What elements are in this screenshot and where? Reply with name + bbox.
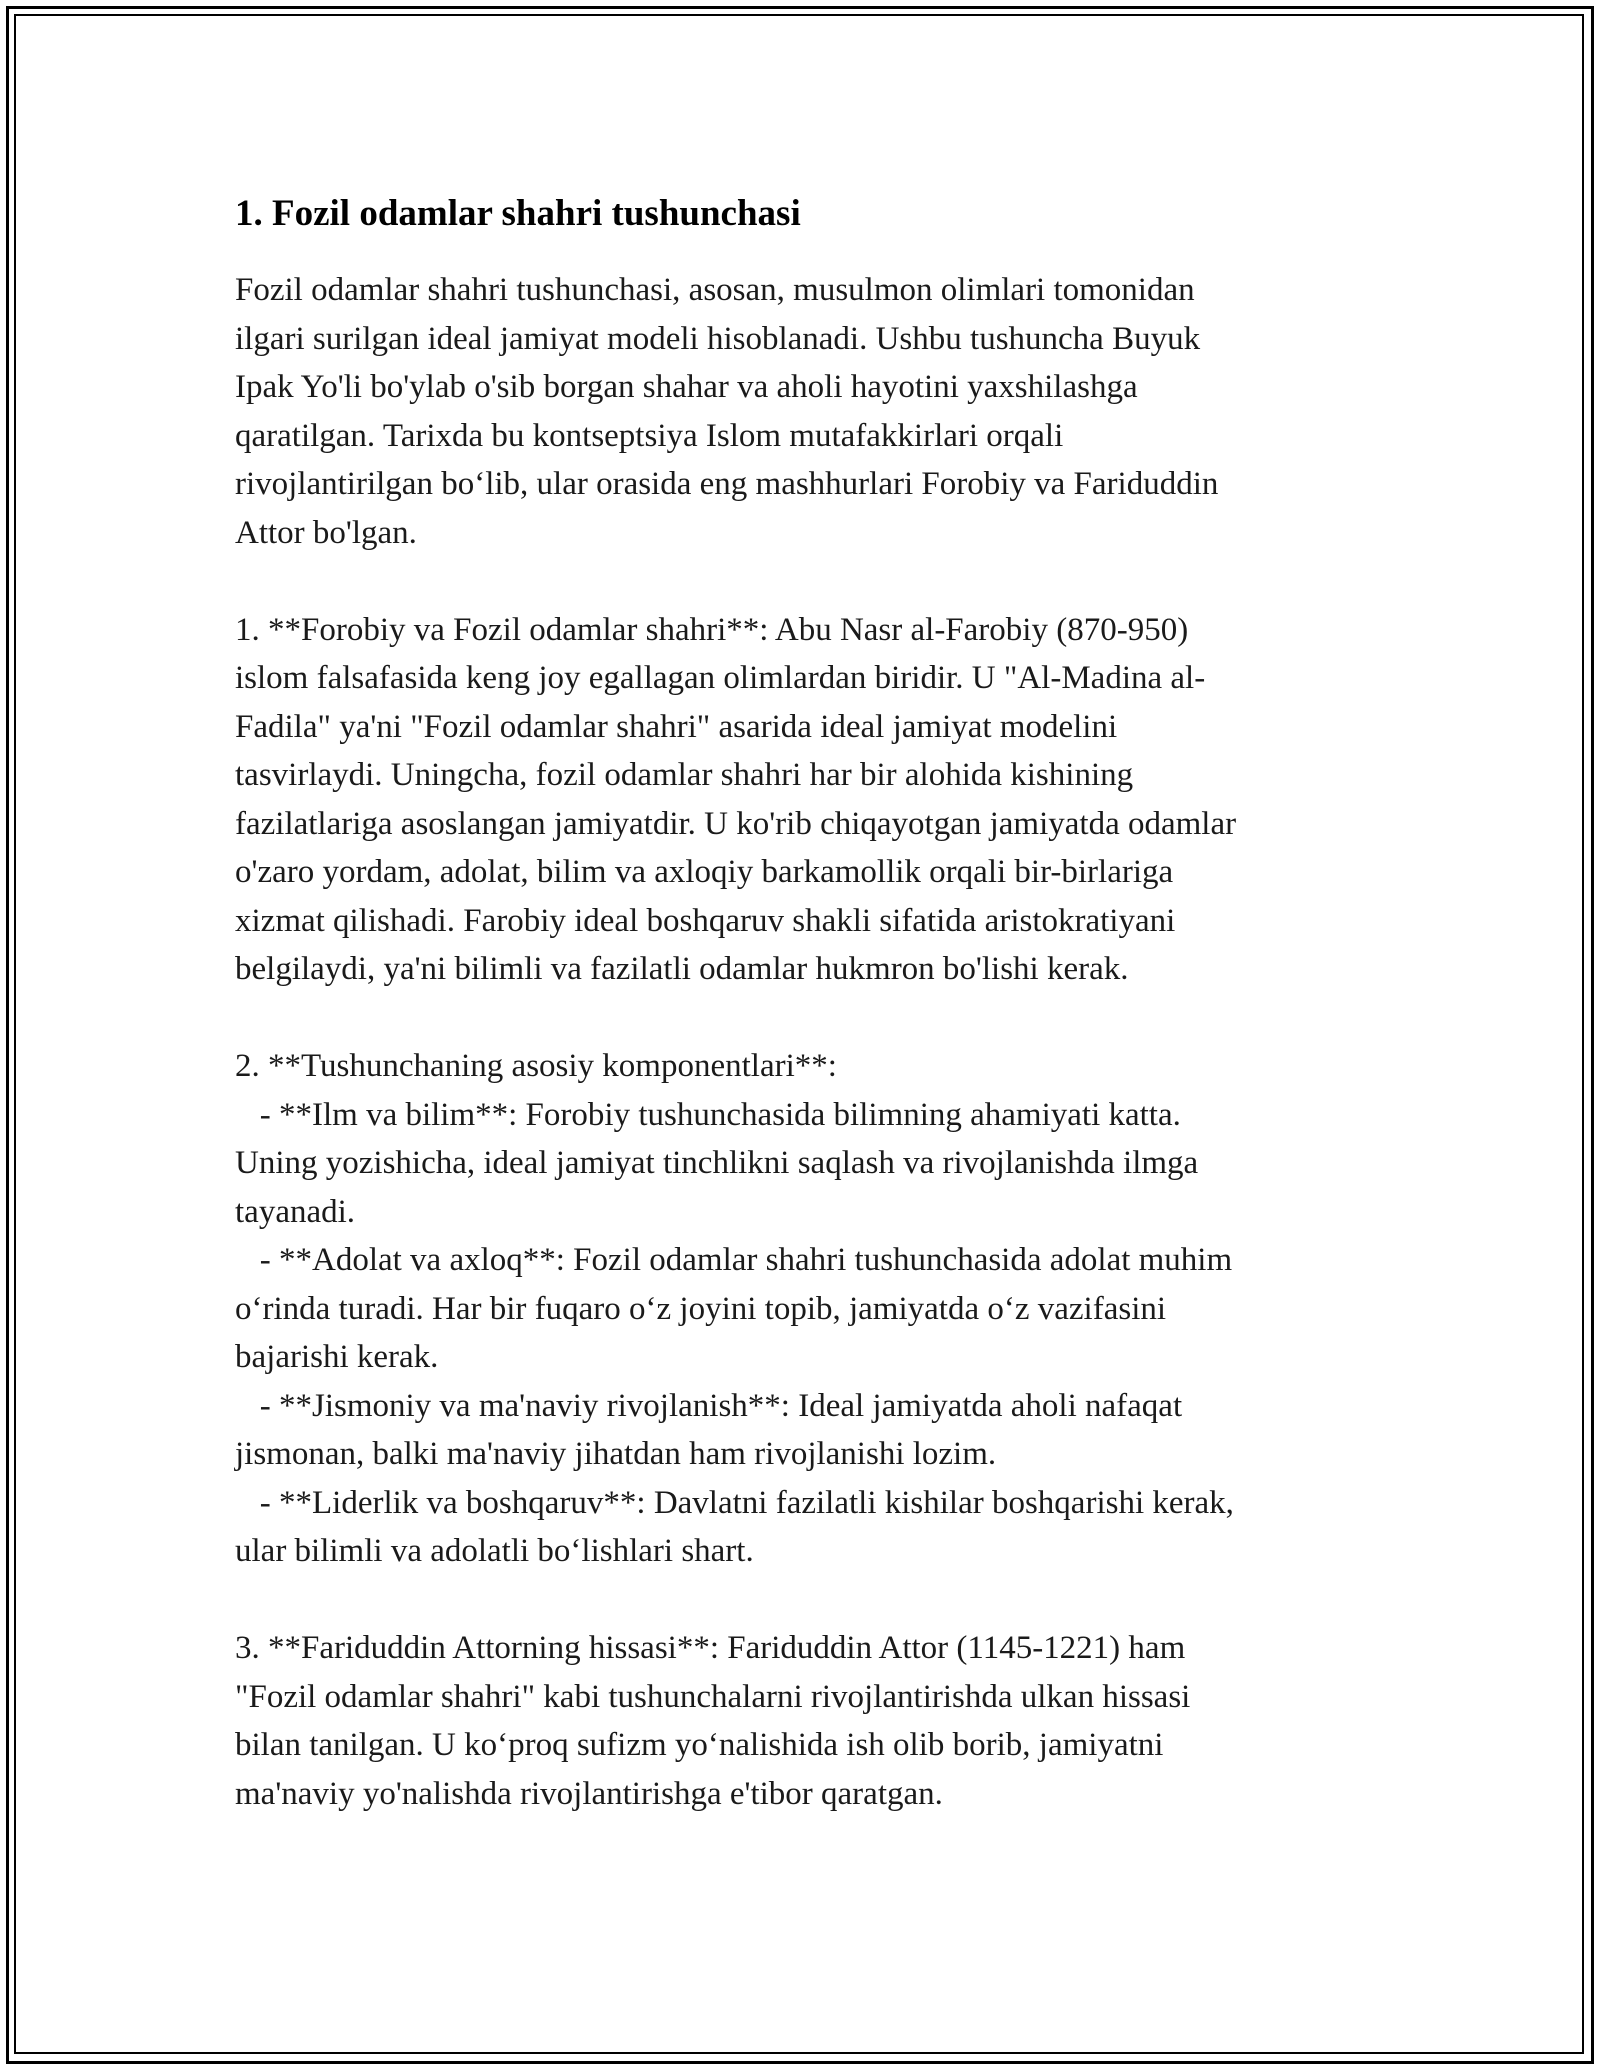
document-body <box>235 190 1365 1818</box>
paragraph-spacer <box>235 994 1365 1043</box>
intro-paragraph: Fozil odamlar shahri tushunchasi, asosan, musulmon olimlari tomonidan ilgari surilgan ideal jamiyat modeli hisoblanadi. Ushbu tushuncha Buyuk Ipak Yo'li bo'ylab o'sib borgan shahar va aholi hayotini yaxshilashga qaratilgan. Tarixda bu kontseptsiya Islom mutafakkirlari orqali rivojlantirilgan bo‘lib, ular orasida eng mashhurlari Forobiy va Fariduddin Attor bo'lgan. <box>235 272 1219 551</box>
section-1-farobiy: 1. **Forobiy va Fozil odamlar shahri**: Abu Nasr al-Farobiy (870-950) islom falsafasida keng joy egallagan olimlardan biridir. U "Al-Madina al- Fadila" ya'ni "Fozil odamlar shahri" asarida ideal jamiyat modelini tasvirlaydi. Uningcha, fozil odamlar shahri har bir alohida kishining fazilatlariga asoslangan jamiyatdir. U ko'rib chiqayotgan jamiyatda odamlar o'zaro yordam, adolat, bilim va axloqiy barkamollik orqali bir-birlariga xizmat qilishadi. Farobiy ideal boshqaruv shakli sifatida aristokratiyani belgilaydi, ya'ni bilimli va fazilatli odamlar hukmron bo'lishi kerak. <box>235 611 1237 987</box>
paragraph-spacer <box>235 1576 1365 1625</box>
section-3-attor: 3. **Fariduddin Attorning hissasi**: Fariduddin Attor (1145-1221) ham "Fozil odamlar shahri" kabi tushunchalarni rivojlantirishda ulkan hissasi bilan tanilgan. U ko‘proq sufizm yo‘nalishida ish olib borib, jamiyatni ma'naviy yo'nalishda rivojlantirishga e'tibor qaratgan. <box>235 1630 1191 1812</box>
section-2-components: 2. **Tushunchaning asosiy komponentlari**: - **Ilm va bilim**: Forobiy tushunchasida bilimning ahamiyati katta. Uning yozishicha, ideal jamiyat tinchlikni saqlash va rivojlanishda ilmga tayanadi. - **Adolat va axloq**: Fozil odamlar shahri tushunchasida adolat muhim o‘rinda turadi. Har bir fuqaro o‘z joyini topib, jamiyatda o‘z vazifasini bajarishi kerak. - **Jismoniy va ma'naviy rivojlanish**: Ideal jamiyatda aholi nafaqat jismonan, balki ma'naviy jihatdan ham rivojlanishi lozim. - **Liderlik va boshqaruv**: Davlatni fazilatli kishilar boshqarishi kerak, ular bilimli va adolatli bo‘lishlari shart. <box>235 1048 1234 1569</box>
document-title: 1. Fozil odamlar shahri tushunchasi <box>235 193 801 234</box>
paragraph-spacer <box>235 557 1365 606</box>
